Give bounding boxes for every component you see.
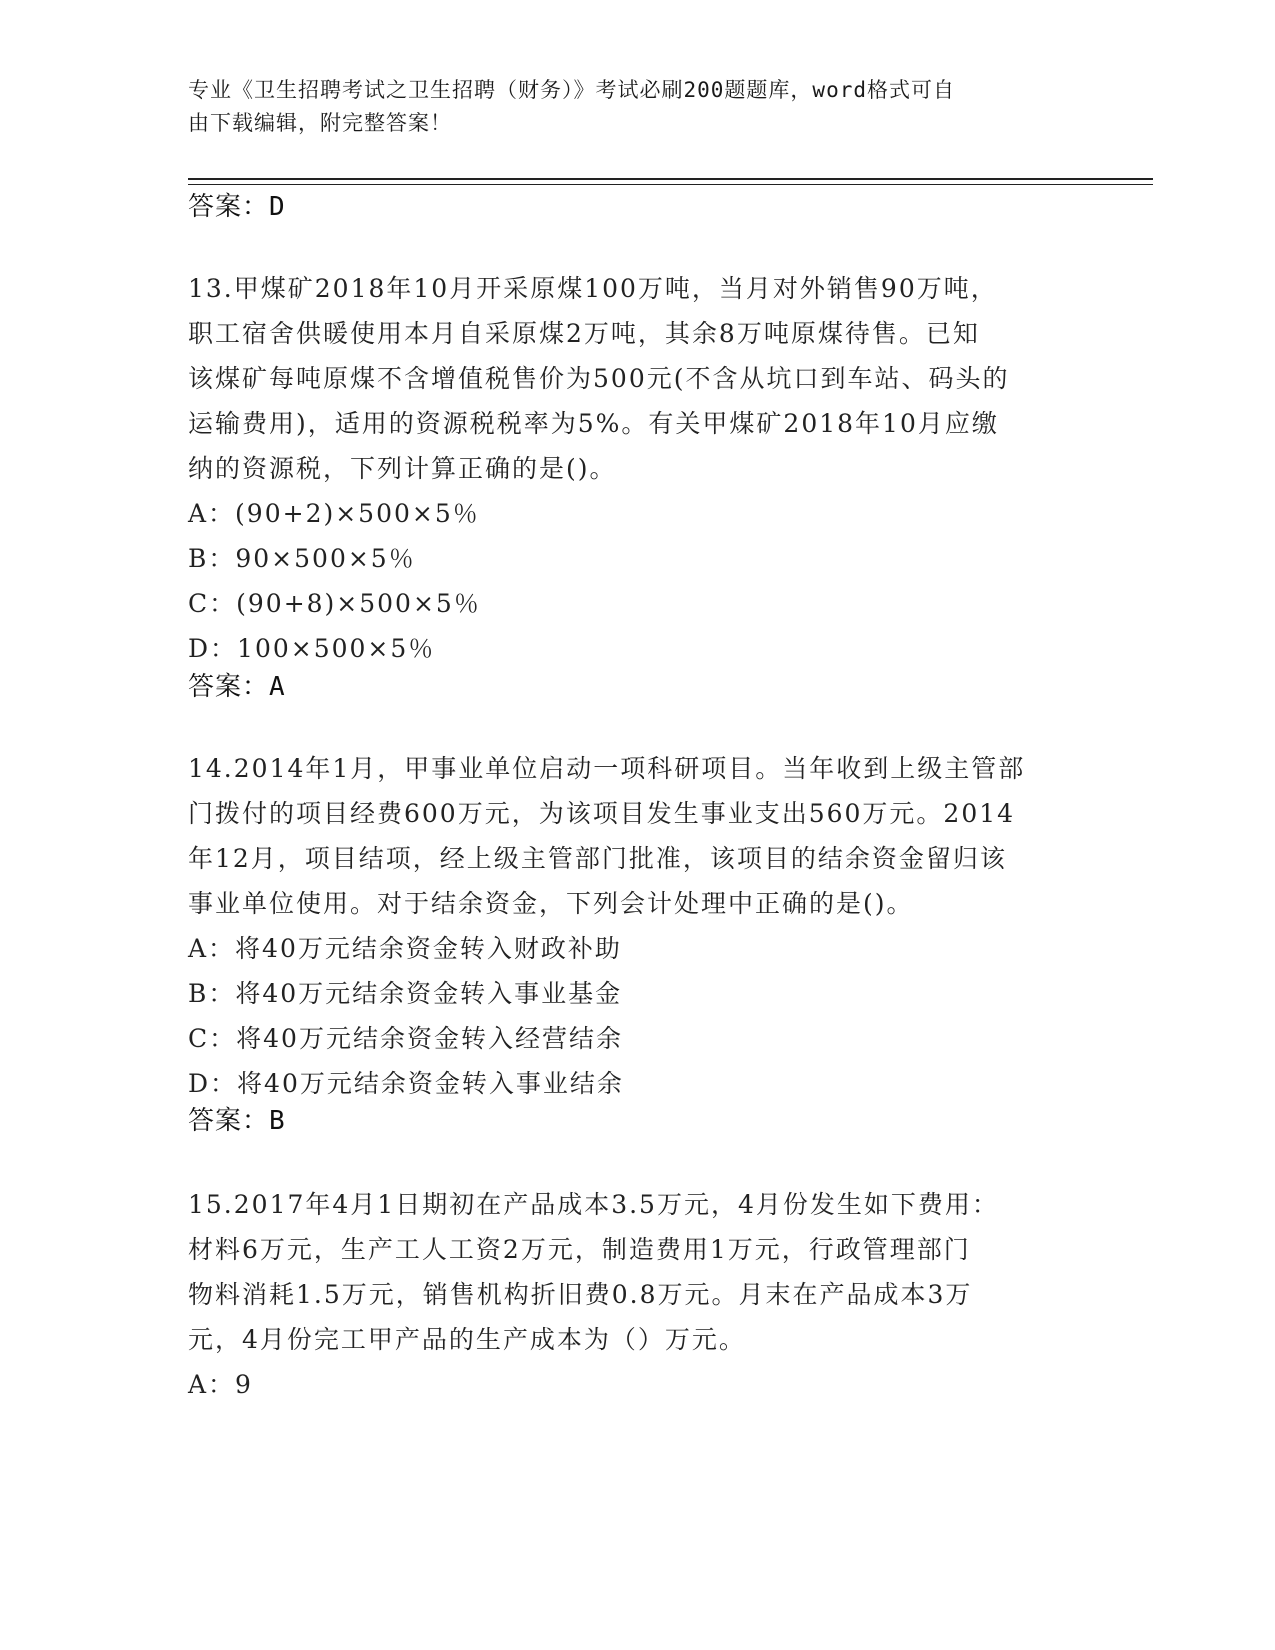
answer-14: 答案：B <box>188 1106 286 1136</box>
question-stem-line: 13.甲煤矿2018年10月开采原煤100万吨，当月对外销售90万吨， <box>188 274 998 303</box>
question-stem-line: 事业单位使用。对于结余资金，下列会计处理中正确的是()。 <box>188 889 914 918</box>
answer-13: 答案：A <box>188 672 286 702</box>
question-stem-line: 年12月，项目结项，经上级主管部门批准，该项目的结余资金留归该 <box>188 844 1007 873</box>
document-header <box>188 74 1088 140</box>
option-d: D：100×500×5％ <box>188 634 436 663</box>
question-stem-line: 运输费用)，适用的资源税税率为5%。有关甲煤矿2018年10月应缴 <box>188 409 999 438</box>
header-divider-thick <box>188 178 1153 180</box>
option-a: A：9 <box>188 1370 253 1399</box>
question-13 <box>188 266 1088 671</box>
answer-previous: 答案：D <box>188 192 286 222</box>
option-b: B：90×500×5％ <box>188 544 416 573</box>
question-stem-line: 该煤矿每吨原煤不含增值税售价为500元(不含从坑口到车站、码头的 <box>188 364 1010 393</box>
question-stem-line: 14.2014年1月，甲事业单位启动一项科研项目。当年收到上级主管部 <box>188 754 1026 783</box>
option-b: B：将40万元结余资金转入事业基金 <box>188 979 623 1008</box>
question-15 <box>188 1182 1088 1407</box>
question-stem-line: 纳的资源税，下列计算正确的是()。 <box>188 454 617 483</box>
header-line-2: 由下载编辑，附完整答案！ <box>188 111 452 135</box>
option-a: A：将40万元结余资金转入财政补助 <box>188 934 622 963</box>
header-divider-thin <box>188 184 1153 185</box>
option-a: A：(90+2)×500×5％ <box>188 499 480 528</box>
question-stem-line: 职工宿舍供暖使用本月自采原煤2万吨，其余8万吨原煤待售。已知 <box>188 319 980 348</box>
option-d: D：将40万元结余资金转入事业结余 <box>188 1069 624 1098</box>
question-stem-line: 元，4月份完工甲产品的生产成本为（）万元。 <box>188 1325 746 1354</box>
question-stem-line: 15.2017年4月1日期初在产品成本3.5万元，4月份发生如下费用： <box>188 1190 999 1219</box>
question-stem-line: 物料消耗1.5万元，销售机构折旧费0.8万元。月末在产品成本3万 <box>188 1280 973 1309</box>
question-stem-line: 门拨付的项目经费600万元，为该项目发生事业支出560万元。2014 <box>188 799 1016 828</box>
option-c: C：将40万元结余资金转入经营结余 <box>188 1024 623 1053</box>
option-c: C：(90+8)×500×5％ <box>188 589 481 618</box>
question-14 <box>188 746 1088 1106</box>
header-line-1: 专业《卫生招聘考试之卫生招聘（财务）》考试必刷200题题库，word格式可自 <box>188 78 955 102</box>
question-stem-line: 材料6万元，生产工人工资2万元，制造费用1万元，行政管理部门 <box>188 1235 971 1264</box>
